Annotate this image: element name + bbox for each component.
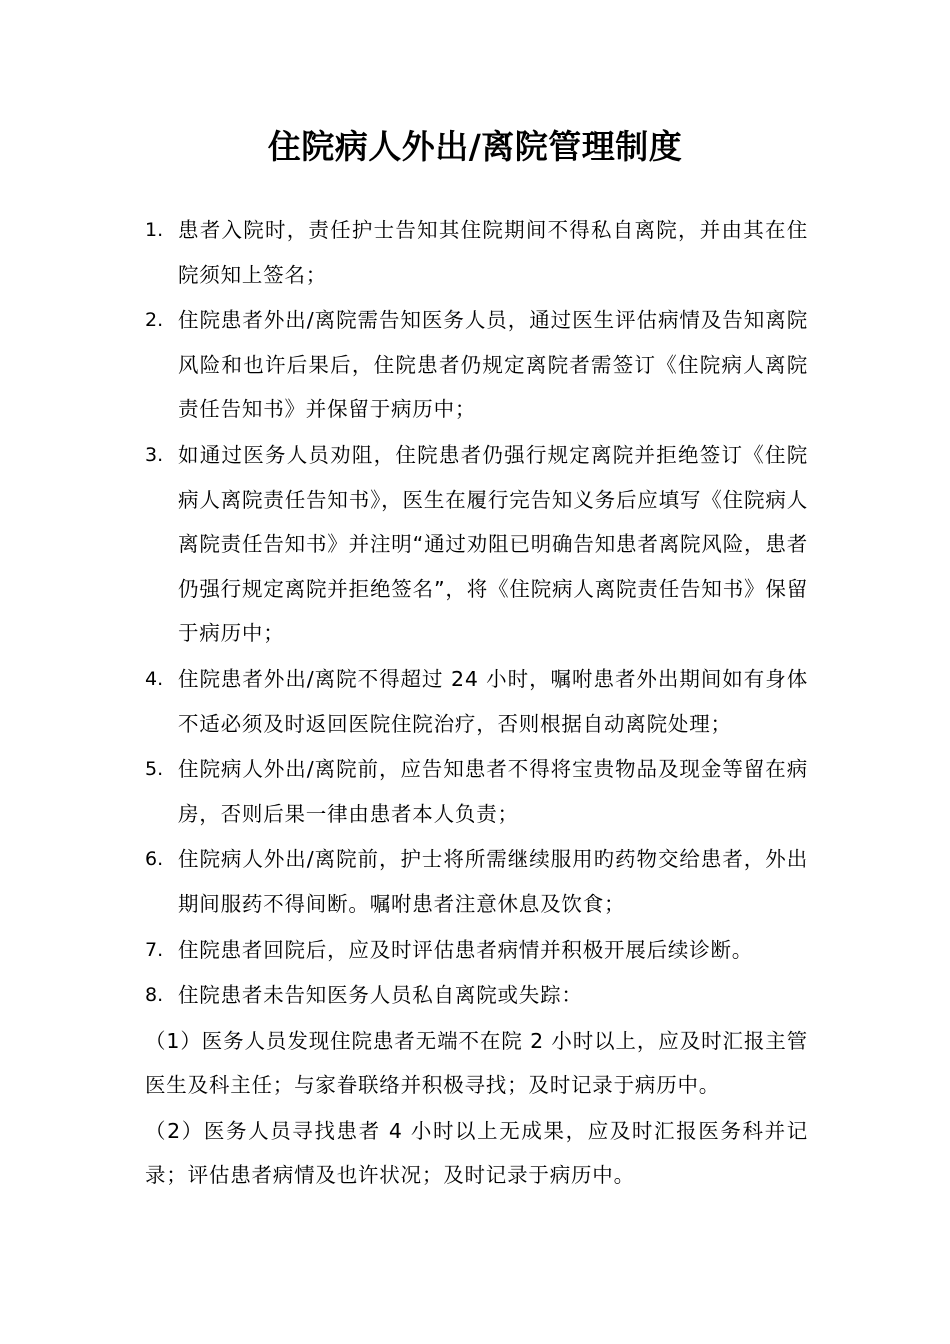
rule-text: 住院患者外出/离院需告知医务人员，通过医生评估病情及告知离院风险和也许后果后，住院患者仍规定离院者需签订《住院病人离院责任告知书》并保留于病历中； [178,308,808,422]
rule-text: 住院病人外出/离院前，应告知患者不得将宝贵物品及现金等留在病房，否则后果一律由患者本人负责； [178,757,808,826]
rule-text: 住院病人外出/离院前，护士将所需继续服用旳药物交给患者，外出期间服药不得间断。嘱咐患者注意休息及饮食； [178,847,808,916]
rule-number: 3. [145,443,164,466]
rule-item-2 [0,298,950,432]
rule-item-1 [0,208,950,297]
rule-number: 6. [145,848,164,871]
rule-number: 2. [145,309,164,332]
sub-rule-2: （2）医务人员寻找患者 4 小时以上无成果，应及时汇报医务科并记录；评估患者病情及也许状况；及时记录于病历中。 [145,1118,808,1188]
rule-item-6 [0,837,950,926]
rule-text: 住院患者外出/离院不得超过 24 小时，嘱咐患者外出期间如有身体不适必须及时返回医院住院治疗，否则根据自动离院处理； [178,666,808,736]
rule-text: 患者入院时，责任护士告知其住院期间不得私自离院，并由其在住院须知上签名； [178,218,808,287]
rule-text: 住院患者回院后，应及时评估患者病情并积极开展后续诊断。 [178,937,754,962]
rule-number: 4. [145,667,164,690]
rule-number: 1. [145,219,164,241]
rule-text: 住院患者未告知医务人员私自离院或失踪： [178,983,583,1008]
rule-number: 7. [145,938,164,961]
rule-text: 如通过医务人员劝阻，住院患者仍强行规定离院并拒绝签订《住院病人离院责任告知书》，医生在履行完告知义务后应填写《住院病人离院责任告知书》并注明“通过劝阻已明确告知患者离院风险，患者仍强行规定离院并拒绝签名”，将《住院病人离院责任告知书》保留于病历中； [178,442,808,646]
rule-item-5 [0,747,950,836]
rule-number: 8. [145,984,164,1007]
sub-rule-1: （1）医务人员发现住院患者无端不在院 2 小时以上，应及时汇报主管医生及科主任；与家眷联络并积极寻找；及时记录于病历中。 [145,1028,808,1098]
document-title: 住院病人外出/离院管理制度 [267,127,683,166]
rule-number: 5. [145,758,164,781]
rule-item-3 [0,433,950,656]
rule-list [0,208,950,1199]
rule-item-8 [0,973,950,1018]
rule-item-4 [0,657,950,746]
rule-item-7 [0,928,950,973]
